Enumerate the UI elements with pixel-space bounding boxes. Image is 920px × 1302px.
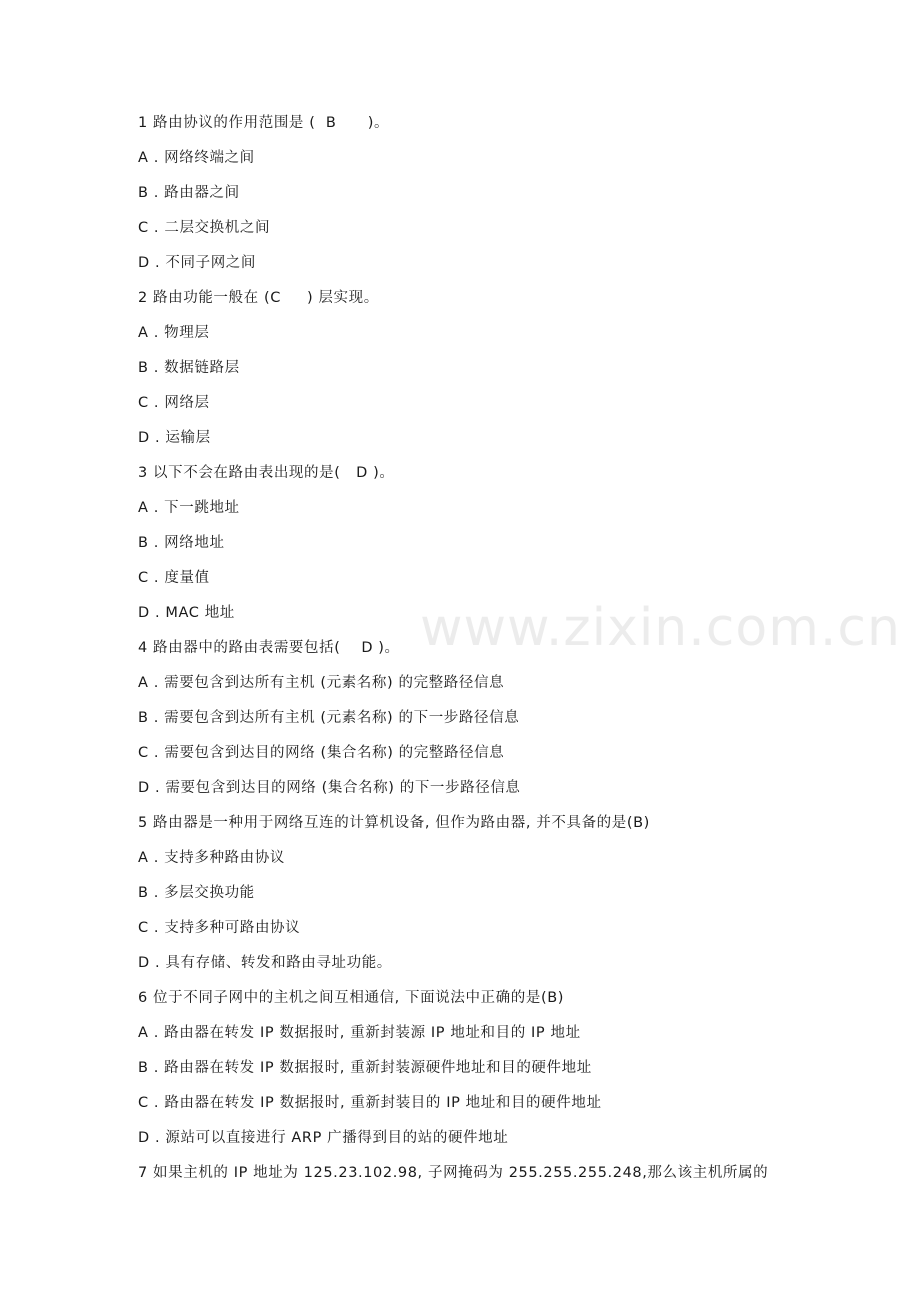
answer-option: C . 度量值 (138, 570, 210, 586)
answer-option: C . 支持多种可路由协议 (138, 920, 301, 936)
question-text: 5 路由器是一种用于网络互连的计算机设备, 但作为路由器, 并不具备的是(B) (138, 815, 650, 831)
answer-option: D . 源站可以直接进行 ARP 广播得到目的站的硬件地址 (138, 1130, 509, 1146)
answer-option: D . 需要包含到达目的网络 (集合名称) 的下一步路径信息 (138, 780, 521, 796)
answer-option: C . 需要包含到达目的网络 (集合名称) 的完整路径信息 (138, 745, 505, 761)
answer-option: B . 数据链路层 (138, 360, 240, 376)
answer-option: B . 路由器在转发 IP 数据报时, 重新封装源硬件地址和目的硬件地址 (138, 1060, 592, 1076)
answer-option: A . 支持多种路由协议 (138, 850, 285, 866)
answer-option: C . 二层交换机之间 (138, 220, 271, 236)
question-text: 7 如果主机的 IP 地址为 125.23.102.98, 子网掩码为 255.255.255.248,那么该主机所属的 (138, 1165, 769, 1181)
question-text: 2 路由功能一般在 (C ) 层实现。 (138, 290, 379, 306)
answer-option: D . 不同子网之间 (138, 255, 256, 271)
answer-option: D . 运输层 (138, 430, 211, 446)
answer-option: C . 网络层 (138, 395, 210, 411)
question-text: 3 以下不会在路由表出现的是( D )。 (138, 465, 395, 481)
question-text: 4 路由器中的路由表需要包括( D )。 (138, 640, 400, 656)
watermark: www.zixin.com.cn (420, 598, 901, 658)
answer-option: D . MAC 地址 (138, 605, 235, 621)
answer-option: A . 路由器在转发 IP 数据报时, 重新封装源 IP 地址和目的 IP 地址 (138, 1025, 581, 1041)
question-text: 6 位于不同子网中的主机之间互相通信, 下面说法中正确的是(B) (138, 990, 565, 1006)
question-text: 1 路由协议的作用范围是 ( B )。 (138, 115, 390, 131)
answer-option: A . 物理层 (138, 325, 210, 341)
answer-option: B . 需要包含到达所有主机 (元素名称) 的下一步路径信息 (138, 710, 520, 726)
answer-option: B . 路由器之间 (138, 185, 240, 201)
answer-option: D . 具有存储、转发和路由寻址功能。 (138, 955, 392, 971)
question-list (138, 108, 838, 1193)
answer-option: A . 网络终端之间 (138, 150, 255, 166)
answer-option: A . 下一跳地址 (138, 500, 240, 516)
answer-option: C . 路由器在转发 IP 数据报时, 重新封装目的 IP 地址和目的硬件地址 (138, 1095, 602, 1111)
answer-option: B . 多层交换功能 (138, 885, 255, 901)
answer-option: B . 网络地址 (138, 535, 225, 551)
answer-option: A . 需要包含到达所有主机 (元素名称) 的完整路径信息 (138, 675, 505, 691)
